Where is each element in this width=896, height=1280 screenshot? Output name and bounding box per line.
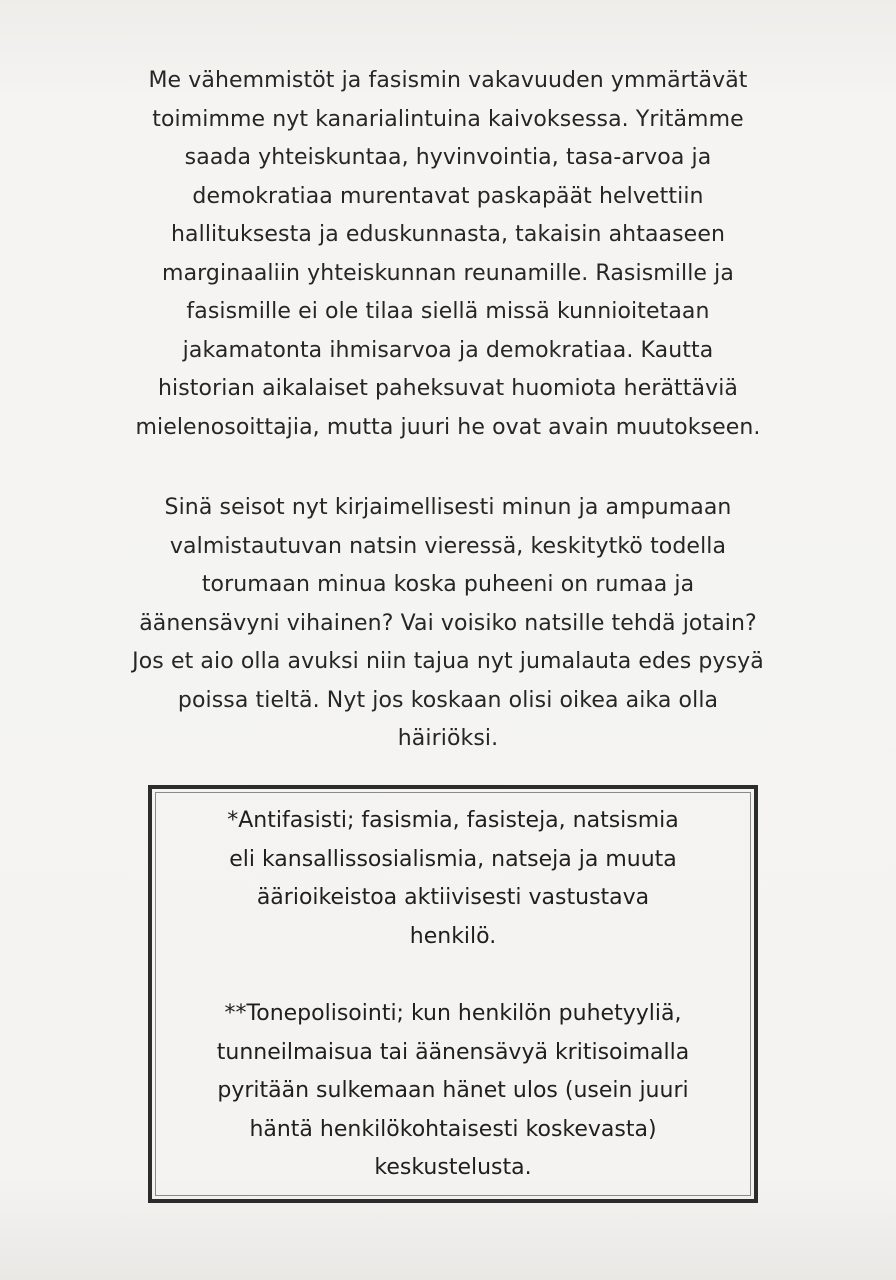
paragraph-1-line: marginaaliin yhteiskunnan reunamille. Rasismille ja — [162, 260, 734, 286]
paragraph-2-line: torumaan minua koska puheeni on rumaa ja — [201, 572, 695, 597]
paragraph-2-line: Sinä seisot nyt kirjaimellisesti minun ja ampumaan — [164, 495, 732, 520]
paragraph-1-line: fasismille ei ole tilaa siellä missä kunnioitetaan — [186, 299, 710, 324]
paragraph-1-line: historian aikalaiset paheksuvat huomiota herättäviä — [157, 376, 739, 401]
footnote-1-line: äärioikeistoa aktiivisesti vastustava — [256, 885, 650, 910]
footnote-2-line: pyritään sulkemaan hänet ulos (usein juuri — [217, 1078, 689, 1103]
paragraph-1-line: mielenosoittajia, mutta juuri he ovat avain muutokseen. — [135, 414, 761, 440]
footnote-box — [148, 785, 758, 1203]
paragraph-1-line: saada yhteiskuntaa, hyvinvointia, tasa-arvoa ja — [184, 145, 712, 170]
paragraph-1-line: demokratiaa murentavat paskapäät helvettiin — [192, 183, 704, 209]
footnote-2-line: häntä henkilökohtaisesti koskevasta) — [249, 1116, 657, 1142]
footnote-tonepolisointi — [152, 995, 754, 1188]
paragraph-1-line: hallituksesta ja eduskunnasta, takaisin ahtaaseen — [170, 222, 725, 247]
footnote-2-line: tunneilmaisua tai äänensävyä kritisoimalla — [216, 1039, 690, 1065]
footnote-1-line: *Antifasisti; fasismia, fasisteja, natsismia — [227, 808, 679, 833]
footnote-2-line: **Tonepolisointi; kun henkilön puhetyyliä, — [224, 1001, 682, 1026]
footnote-2-line: keskustelusta. — [374, 1155, 532, 1180]
footnote-antifasisti — [152, 802, 754, 956]
paragraph-2 — [60, 489, 836, 759]
paragraph-1-line: jakamatonta ihmisarvoa ja demokratiaa. Kautta — [182, 337, 714, 363]
paragraph-1-line: Me vähemmistöt ja fasismin vakavuuden ymmärtävät — [148, 68, 748, 93]
footnote-1-line: eli kansallissosialismia, natseja ja muuta — [229, 846, 677, 872]
paragraph-2-line: häiriöksi. — [397, 726, 499, 751]
footnote-1-line: henkilö. — [409, 923, 497, 949]
paragraph-1 — [60, 62, 836, 447]
paragraph-2-line: poissa tieltä. Nyt jos koskaan olisi oikea aika olla — [177, 687, 719, 713]
paragraph-2-line: valmistautuvan natsin vieressä, keskitytkö todella — [169, 533, 727, 559]
paragraph-1-line: toimimme nyt kanarialintuina kaivoksessa. Yritämme — [152, 106, 744, 132]
paragraph-2-line: Jos et aio olla avuksi niin tajua nyt jumalauta edes pysyä — [132, 649, 764, 674]
paragraph-2-line: äänensävyni vihainen? Vai voisiko natsille tehdä jotain? — [139, 610, 757, 636]
